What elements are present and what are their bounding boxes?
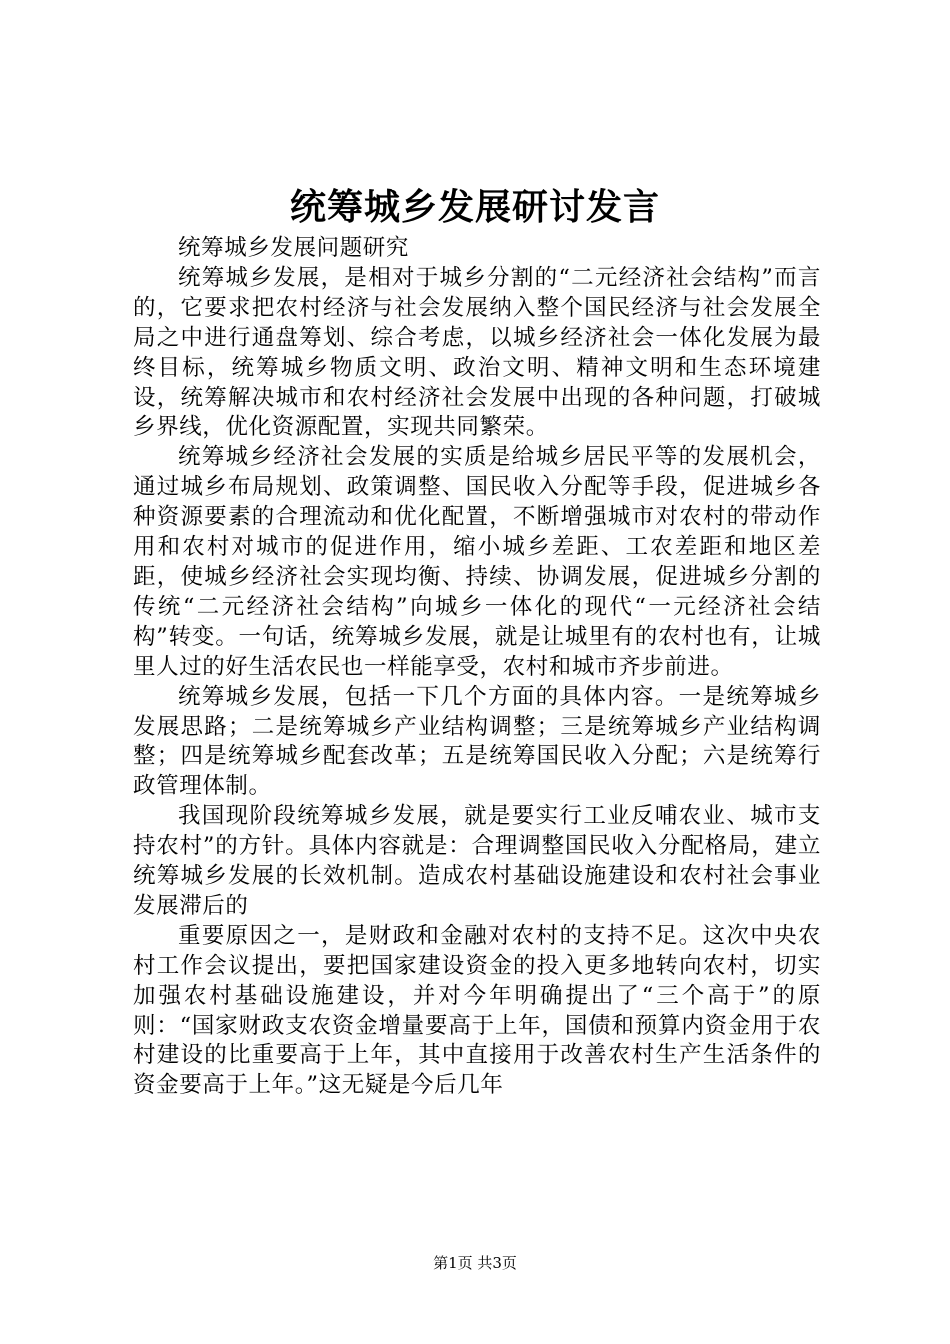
paragraph: 我国现阶段统筹城乡发展，就是要实行工业反哺农业、城市支持农村”的方针。具体内容就是：合理调整国民收入分配格局，建立统筹城乡发展的长效机制。造成农村基础设施建设和农村社会事业发展滞后的 xyxy=(133,803,821,919)
paragraph: 统筹城乡经济社会发展的实质是给城乡居民平等的发展机会，通过城乡布局规划、政策调整、国民收入分配等手段，促进城乡各种资源要素的合理流动和优化配置，不断增强城市对农村的带动作用和农村对城市的促进作用，缩小城乡差距、工农差距和地区差距，使城乡经济社会实现均衡、持续、协调发展，促进城乡分割的传统“二元经济社会结构”向城乡一体化的现代“一元经济社会结构”转变。一句话，统筹城乡发展，就是让城里有的农村也有，让城里人过的好生活农民也一样能享受，农村和城市齐步前进。 xyxy=(133,444,821,680)
paragraph: 重要原因之一，是财政和金融对农村的支持不足。这次中央农村工作会议提出，要把国家建设资金的投入更多地转向农村，切实加强农村基础设施建设，并对今年明确提出了“三个高于”的原则：“国家财政支农资金增量要高于上年，国债和预算内资金用于农村建设的比重要高于上年，其中直接用于改善农村生产生活条件的资金要高于上年。”这无疑是今后几年 xyxy=(133,922,821,1099)
document-title: 统筹城乡发展研讨发言 xyxy=(289,187,660,228)
page-footer: 第1页 共3页 xyxy=(433,1254,517,1272)
paragraph-subtitle: 统筹城乡发展问题研究 xyxy=(178,235,410,261)
paragraph: 统筹城乡发展，包括一下几个方面的具体内容。一是统筹城乡发展思路；二是统筹城乡产业结构调整；三是统筹城乡产业结构调整；四是统筹城乡配套改革；五是统筹国民收入分配；六是统筹行政管理体制。 xyxy=(133,683,821,800)
document-body xyxy=(133,234,821,1101)
paragraph: 统筹城乡发展，是相对于城乡分割的“二元经济社会结构”而言的，它要求把农村经济与社会发展纳入整个国民经济与社会发展全局之中进行通盘筹划、综合考虑，以城乡经济社会一体化发展为最终目标，统筹城乡物质文明、政治文明、精神文明和生态环境建设，统筹解决城市和农村经济社会发展中出现的各种问题，打破城乡界线，优化资源配置，实现共同繁荣。 xyxy=(133,264,821,441)
